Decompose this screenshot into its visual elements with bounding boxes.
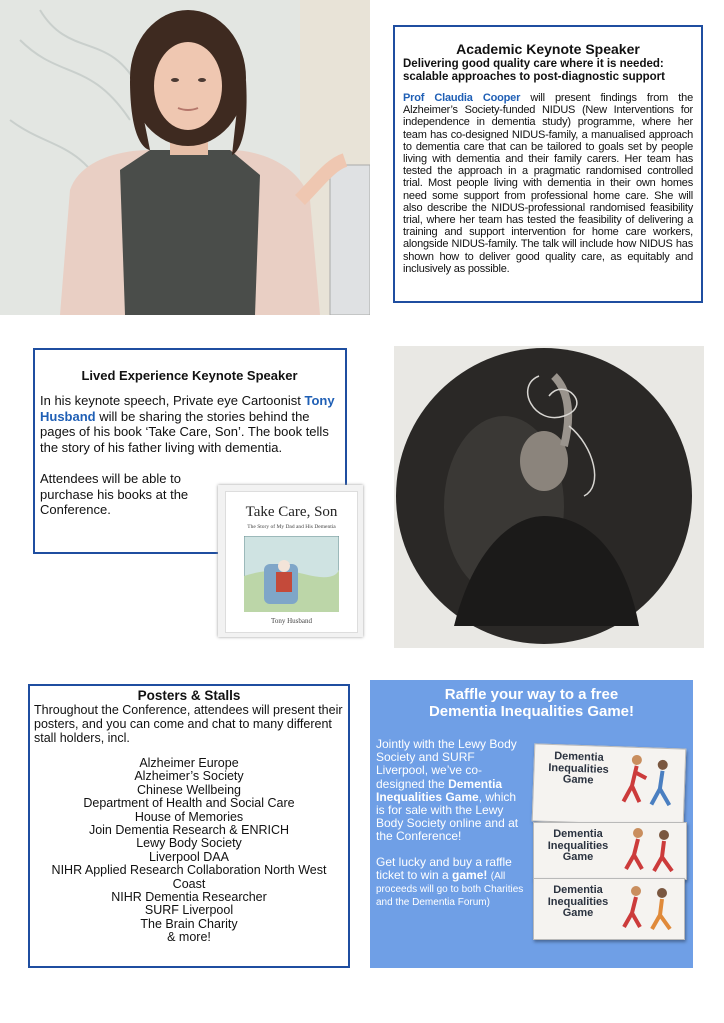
- stall-holder-item: Alzheimer’s Society: [134, 769, 244, 784]
- raffle-title: [370, 686, 693, 720]
- stall-holder-item: NIHR Dementia Researcher: [111, 890, 267, 905]
- runner-icon: [620, 825, 682, 877]
- book-cover-image: [218, 485, 363, 637]
- posters-intro: Throughout the Conference, attendees will present their posters, and you can come and chat to many different stall holders, incl.: [34, 703, 343, 745]
- stall-holder-item: House of Memories: [134, 809, 244, 824]
- raffle-game-name: Dementia Inequalities Game: [376, 776, 503, 804]
- runner-icon: [618, 881, 680, 937]
- stall-holder-item: Alzheimer Europe: [139, 756, 239, 770]
- game-card-label: Dementia Inequalities Game: [547, 884, 609, 919]
- stall-holder-item: NIHR Applied Research Collaboration North West Coast: [51, 863, 327, 891]
- lived-speaker-name: Tony Husband: [40, 393, 335, 424]
- raffle-para1-a: Jointly with the Lewy Body Society and SURF Liverpool, we’ve co-designed the: [376, 737, 517, 791]
- lived-keynote-description: [40, 393, 339, 455]
- cartoonist-photo: [394, 346, 704, 648]
- raffle-title-line2: Dementia Inequalities Game!: [428, 703, 635, 720]
- stall-holder-item: Liverpool DAA: [149, 849, 229, 864]
- stall-holder-item: The Brain Charity: [140, 916, 238, 931]
- stall-holder-item: Department of Health and Social Care: [83, 796, 295, 811]
- raffle-proceeds-note: (All proceeds will go to both Charities and the Dementia Forum): [376, 870, 524, 909]
- runner-icon: [617, 749, 681, 819]
- stall-holder-item: SURF Liverpool: [144, 903, 234, 918]
- game-card: [532, 743, 687, 826]
- raffle-para2-a: Get lucky and buy a raffle ticket to win a: [376, 854, 512, 882]
- academic-keynote-subtitle: Delivering good quality care where it is needed: scalable approaches to post-diagnostic support: [403, 58, 665, 83]
- raffle-text: [376, 738, 526, 908]
- game-card: [533, 878, 685, 940]
- raffle-para1-b: , which is for sale with the Lewy Body Society online and at the Conference!: [376, 789, 519, 844]
- book-title: Take Care, Son: [245, 504, 338, 520]
- stall-holder-item: & more!: [167, 930, 211, 945]
- stall-holder-list: [34, 757, 344, 945]
- book-cover-inner: [225, 491, 358, 633]
- raffle-title-line1: Raffle your way to a free: [444, 686, 619, 703]
- posters-stalls-box: [28, 684, 350, 968]
- stall-holder-item: Chinese Wellbeing: [137, 782, 241, 797]
- academic-speaker-name: Prof Claudia Cooper: [403, 92, 521, 104]
- academic-speaker-photo: [0, 0, 370, 315]
- raffle-game-word: game!: [452, 867, 488, 882]
- posters-title: Posters & Stalls: [137, 688, 241, 703]
- game-card-label: Dementia Inequalities Game: [548, 750, 610, 787]
- academic-keynote-title: Academic Keynote Speaker: [456, 41, 640, 57]
- academic-keynote-box: [393, 25, 703, 303]
- book-subtitle: The Story of My Dad and His Dementia: [247, 524, 336, 530]
- stall-holder-item: Lewy Body Society: [136, 836, 242, 851]
- book-illustration: [244, 536, 339, 612]
- raffle-box: [370, 680, 693, 968]
- stall-holder-item: Join Dementia Research & ENRICH: [88, 823, 290, 838]
- lived-keynote-title: Lived Experience Keynote Speaker: [81, 368, 298, 383]
- book-author: Tony Husband: [271, 617, 312, 625]
- lived-intro: In his keynote speech, Private eye Cartoonist: [40, 393, 301, 408]
- lived-body: will be sharing the stories behind the pages of his book ‘Take Care, Son’. The book tells the story of his father living with dementia.: [40, 408, 329, 455]
- game-card-label: Dementia Inequalities Game: [547, 828, 609, 863]
- academic-keynote-description: [403, 92, 693, 275]
- lived-purchase-note: Attendees will be able to purchase his books at the Conference.: [40, 471, 189, 517]
- game-card: [533, 822, 687, 880]
- academic-keynote-body: will present findings from the Alzheimer’s Society-funded NIDUS (New Interventions for independence in dementia study) programme, where her team has co-designed NIDUS-family, a manualised approach to dementia care that can be tailored to goals set by people living with dementia and their family carers. Her team has tested the approach in a pragmatic randomised controlled trial. Most people living with dementia in their own homes need some support from professional home care. She will also describe the NIDUS-professional randomised feasibility trial, where her team has tested the feasibility of delivering a training and support intervention for home care workers, alongside NIDUS-family. The talk will include how NIDUS has shown how to deliver good quality care, as equitably and inclusively as possible.: [403, 92, 693, 275]
